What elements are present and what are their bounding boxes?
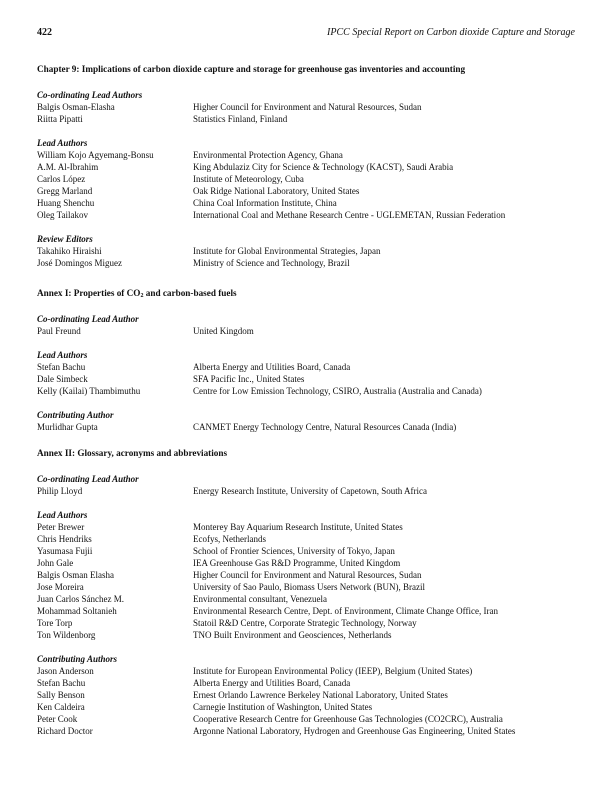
author-row xyxy=(37,161,577,173)
annex2-ca-heading: Contributing Authors xyxy=(37,654,117,664)
author-affiliation: Institute for European Environmental Policy (IEEP), Belgium (United States) xyxy=(193,666,473,676)
chapter9-la-list xyxy=(37,149,577,221)
author-row xyxy=(37,533,577,545)
author-affiliation: School of Frontier Sciences, University of Tokyo, Japan xyxy=(193,546,395,556)
author-name: Balgis Osman Elasha xyxy=(37,570,114,580)
author-affiliation: United Kingdom xyxy=(193,326,254,336)
chapter9-cla-heading: Co-ordinating Lead Authors xyxy=(37,90,143,100)
author-name: Sally Benson xyxy=(37,690,85,700)
author-name: Kelly (Kailai) Thambimuthu xyxy=(37,386,141,396)
author-row xyxy=(37,617,577,629)
author-row xyxy=(37,197,577,209)
author-row xyxy=(37,581,577,593)
author-affiliation: SFA Pacific Inc., United States xyxy=(193,374,305,384)
author-row xyxy=(37,557,577,569)
annex1-cla-list xyxy=(37,325,577,337)
author-name: John Gale xyxy=(37,558,74,568)
author-row xyxy=(37,325,577,337)
author-affiliation: China Coal Information Institute, China xyxy=(193,198,337,208)
author-affiliation: Centre for Low Emission Technology, CSIRO, Australia (Australia and Canada) xyxy=(193,386,482,396)
author-row xyxy=(37,421,577,433)
author-name: Oleg Tailakov xyxy=(37,210,88,220)
annex2-la-heading: Lead Authors xyxy=(37,510,88,520)
annex1-ca-list xyxy=(37,421,577,433)
author-affiliation: Higher Council for Environment and Natural Resources, Sudan xyxy=(193,570,422,580)
author-affiliation: Alberta Energy and Utilities Board, Canada xyxy=(193,362,351,372)
annex1-title-pre: Annex I: Properties of CO xyxy=(37,288,141,298)
author-affiliation: Argonne National Laboratory, Hydrogen and Greenhouse Gas Engineering, United States xyxy=(193,726,516,736)
annex1-title-post: and carbon-based fuels xyxy=(143,288,237,298)
author-name: Huang Shenchu xyxy=(37,198,95,208)
annex2-title: Annex II: Glossary, acronyms and abbreviations xyxy=(37,448,228,458)
annex2-cla-list xyxy=(37,485,577,497)
author-affiliation: Statoil R&D Centre, Corporate Strategic Technology, Norway xyxy=(193,618,417,628)
author-affiliation: TNO Built Environment and Geosciences, Netherlands xyxy=(193,630,392,640)
author-row xyxy=(37,725,577,737)
annex1-title-sub: 2 xyxy=(140,293,144,299)
author-row xyxy=(37,701,577,713)
author-name: Juan Carlos Sánchez M. xyxy=(37,594,124,604)
author-row xyxy=(37,173,577,185)
author-row xyxy=(37,101,577,113)
author-affiliation: Environmental consultant, Venezuela xyxy=(193,594,328,604)
author-affiliation: IEA Greenhouse Gas R&D Programme, United Kingdom xyxy=(193,558,401,568)
author-row xyxy=(37,485,577,497)
author-name: Richard Doctor xyxy=(37,726,93,736)
annex2-la-list xyxy=(37,521,577,641)
author-row xyxy=(37,373,577,385)
author-affiliation: CANMET Energy Technology Centre, Natural Resources Canada (India) xyxy=(193,422,457,432)
author-affiliation: Institute for Global Environmental Strategies, Japan xyxy=(193,246,381,256)
author-name: Chris Hendriks xyxy=(37,534,92,544)
author-row xyxy=(37,521,577,533)
author-name: Paul Freund xyxy=(37,326,81,336)
author-row xyxy=(37,545,577,557)
author-row xyxy=(37,629,577,641)
author-affiliation: Statistics Finland, Finland xyxy=(193,114,288,124)
annex2-ca-list xyxy=(37,665,577,737)
annex1-la-heading: Lead Authors xyxy=(37,350,88,360)
author-name: Ken Caldeira xyxy=(37,702,85,712)
author-affiliation: Carnegie Institution of Washington, United States xyxy=(193,702,373,712)
author-affiliation: Institute of Meteorology, Cuba xyxy=(193,174,304,184)
chapter9-la-heading: Lead Authors xyxy=(37,138,88,148)
annex2-cla-heading: Co-ordinating Lead Author xyxy=(37,474,139,484)
author-row xyxy=(37,569,577,581)
running-title: IPCC Special Report on Carbon dioxide Capture and Storage xyxy=(327,27,575,38)
page-number: 422 xyxy=(37,27,52,38)
author-affiliation: Ernest Orlando Lawrence Berkeley National Laboratory, United States xyxy=(193,690,448,700)
author-name: Murlidhar Gupta xyxy=(37,422,98,432)
author-name: Stefan Bachu xyxy=(37,362,86,372)
author-name: Philip Lloyd xyxy=(37,486,83,496)
author-name: Ton Wildenborg xyxy=(37,630,96,640)
author-name: Peter Cook xyxy=(37,714,78,724)
author-name: Mohammad Soltanieh xyxy=(37,606,117,616)
author-affiliation: Higher Council for Environment and Natural Resources, Sudan xyxy=(193,102,422,112)
author-affiliation: Oak Ridge National Laboratory, United States xyxy=(193,186,360,196)
author-name: Balgis Osman-Elasha xyxy=(37,102,115,112)
author-name: Riitta Pipatti xyxy=(37,114,83,124)
annex1-title xyxy=(37,287,577,299)
author-affiliation: Ecofys, Netherlands xyxy=(193,534,266,544)
chapter9-cla-list xyxy=(37,101,577,125)
author-listing xyxy=(37,63,577,737)
annex1-ca-heading: Contributing Author xyxy=(37,410,114,420)
author-affiliation: Monterey Bay Aquarium Research Institute, United States xyxy=(193,522,403,532)
author-row xyxy=(37,605,577,617)
author-row xyxy=(37,185,577,197)
author-row xyxy=(37,665,577,677)
author-name: William Kojo Agyemang-Bonsu xyxy=(37,150,154,160)
author-name: Tore Torp xyxy=(37,618,73,628)
author-row xyxy=(37,209,577,221)
author-row xyxy=(37,677,577,689)
author-row xyxy=(37,113,577,125)
author-affiliation: Energy Research Institute, University of Capetown, South Africa xyxy=(193,486,428,496)
author-row xyxy=(37,149,577,161)
author-affiliation: King Abdulaziz City for Science & Technology (KACST), Saudi Arabia xyxy=(193,162,454,172)
annex1-la-list xyxy=(37,361,577,397)
author-row xyxy=(37,257,577,269)
author-row xyxy=(37,245,577,257)
author-row xyxy=(37,385,577,397)
author-affiliation: University of Sao Paulo, Biomass Users Network (BUN), Brazil xyxy=(193,582,425,592)
author-name: Peter Brewer xyxy=(37,522,85,532)
author-name: Yasumasa Fujii xyxy=(37,546,93,556)
chapter9-re-list xyxy=(37,245,577,269)
author-affiliation: Environmental Protection Agency, Ghana xyxy=(193,150,343,160)
author-affiliation: Alberta Energy and Utilities Board, Canada xyxy=(193,678,351,688)
author-name: José Domingos Miguez xyxy=(37,258,122,268)
author-name: Takahiko Hiraishi xyxy=(37,246,102,256)
author-name: A.M. Al-Ibrahim xyxy=(37,162,99,172)
author-row xyxy=(37,361,577,373)
author-row xyxy=(37,689,577,701)
author-affiliation: Cooperative Research Centre for Greenhouse Gas Technologies (CO2CRC), Australia xyxy=(193,714,503,724)
author-name: Gregg Marland xyxy=(37,186,93,196)
author-row xyxy=(37,593,577,605)
chapter9-re-heading: Review Editors xyxy=(37,234,93,244)
author-affiliation: International Coal and Methane Research Centre - UGLEMETAN, Russian Federation xyxy=(193,210,506,220)
author-name: Jose Moreira xyxy=(37,582,84,592)
author-name: Carlos López xyxy=(37,174,86,184)
author-name: Jason Anderson xyxy=(37,666,94,676)
author-name: Dale Simbeck xyxy=(37,374,88,384)
author-affiliation: Ministry of Science and Technology, Brazil xyxy=(193,258,350,268)
annex1-cla-heading: Co-ordinating Lead Author xyxy=(37,314,139,324)
author-row xyxy=(37,713,577,725)
chapter9-title: Chapter 9: Implications of carbon dioxide capture and storage for greenhouse gas inventories and accounting xyxy=(37,64,466,74)
author-affiliation: Environmental Research Centre, Dept. of Environment, Climate Change Office, Iran xyxy=(193,606,498,616)
author-name: Stefan Bachu xyxy=(37,678,86,688)
